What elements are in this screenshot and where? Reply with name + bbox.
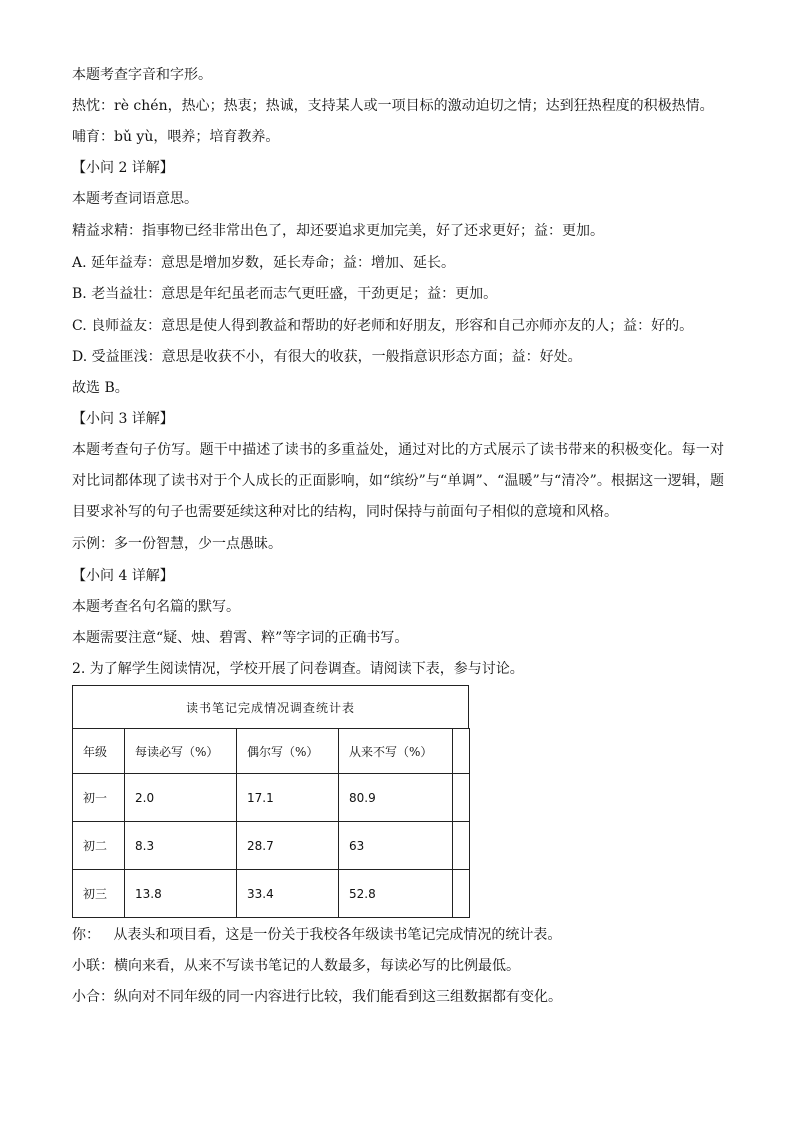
discussion-line: 小联：横向来看，从来不写读书笔记的人数最多，每读必写的比例最低。 xyxy=(72,958,520,974)
option-a: A. 延年益寿：意思是增加岁数，延长寿命；益：增加、延长。 xyxy=(72,255,456,271)
value-cell: 13.8 xyxy=(125,870,237,918)
paragraph-q3: 本题考查句子仿写。题干中描述了读书的多重益处，通过对比的方式展示了读书带来的积极变化。每一对对比词都体现了读书对于个人成长的正面影响，如“缤纷”与“单调”、“温暖”与“清冷”。根据这一逻辑，题目要求补写的句子也需要延续这种对比的结构，同时保持与前面句子相似的意境和风格。 xyxy=(72,442,724,520)
value-cell: 2.0 xyxy=(125,774,237,822)
section-heading: 【小问 2 详解】 xyxy=(72,160,174,176)
empty-cell xyxy=(453,822,470,870)
text-line: 精益求精：指事物已经非常出色了，却还要追求更加完美，好了还求更好；益：更加。 xyxy=(72,223,604,239)
empty-cell xyxy=(453,870,470,918)
empty-cell xyxy=(453,729,470,774)
value-cell: 28.7 xyxy=(237,822,339,870)
value-cell: 52.8 xyxy=(339,870,453,918)
grade-cell: 初一 xyxy=(73,774,125,822)
grade-cell: 初三 xyxy=(73,870,125,918)
grade-cell: 初二 xyxy=(73,822,125,870)
discussion-line: 你： 从表头和项目看，这是一份关于我校各年级读书笔记完成情况的统计表。 xyxy=(72,927,562,943)
option-c: C. 良师益友：意思是使人得到教益和帮助的好老师和好朋友，形容和自己亦师亦友的人；益：好的。 xyxy=(72,318,694,334)
question-2: 2. 为了解学生阅读情况，学校开展了问卷调查。请阅读下表，参与讨论。 xyxy=(72,661,524,677)
text-line: 本题考查词语意思。 xyxy=(72,191,198,207)
header-cell: 从来不写（%） xyxy=(339,729,453,774)
discussion-line: 小合：纵向对不同年级的同一内容进行比较，我们能看到这三组数据都有变化。 xyxy=(72,989,562,1005)
empty-cell xyxy=(453,774,470,822)
value-cell: 8.3 xyxy=(125,822,237,870)
text-line: 本题考查名句名篇的默写。 xyxy=(72,599,240,615)
table-row xyxy=(73,822,470,870)
text-line: 热忱：rè chén，热心；热衷；热诚，支持某人或一项目标的激动迫切之情；达到狂热程度的积极热情。 xyxy=(72,98,714,114)
text-line: 示例：多一份智慧，少一点愚昧。 xyxy=(72,536,282,552)
section-heading: 【小问 4 详解】 xyxy=(72,568,174,584)
answer-line: 故选 B。 xyxy=(72,380,129,396)
option-b: B. 老当益壮：意思是年纪虽老而志气更旺盛，干劲更足；益：更加。 xyxy=(72,286,498,302)
header-cell: 每读必写（%） xyxy=(125,729,237,774)
option-d: D. 受益匪浅：意思是收获不小，有很大的收获，一般指意识形态方面；益：好处。 xyxy=(72,349,582,365)
value-cell: 17.1 xyxy=(237,774,339,822)
stats-table xyxy=(72,728,470,918)
table-row xyxy=(73,870,470,918)
table-header-row xyxy=(73,729,470,774)
text-line: 哺育：bǔ yù，喂养；培育教养。 xyxy=(72,129,280,145)
value-cell: 63 xyxy=(339,822,453,870)
table-title: 读书笔记完成情况调查统计表 xyxy=(72,685,469,729)
header-cell: 年级 xyxy=(73,729,125,774)
value-cell: 80.9 xyxy=(339,774,453,822)
text-line: 本题考查字音和字形。 xyxy=(72,67,212,83)
header-cell: 偶尔写（%） xyxy=(237,729,339,774)
text-line: 本题需要注意“疑、烛、碧霄、粹”等字词的正确书写。 xyxy=(72,630,409,646)
section-heading: 【小问 3 详解】 xyxy=(72,411,174,427)
value-cell: 33.4 xyxy=(237,870,339,918)
table-row xyxy=(73,774,470,822)
